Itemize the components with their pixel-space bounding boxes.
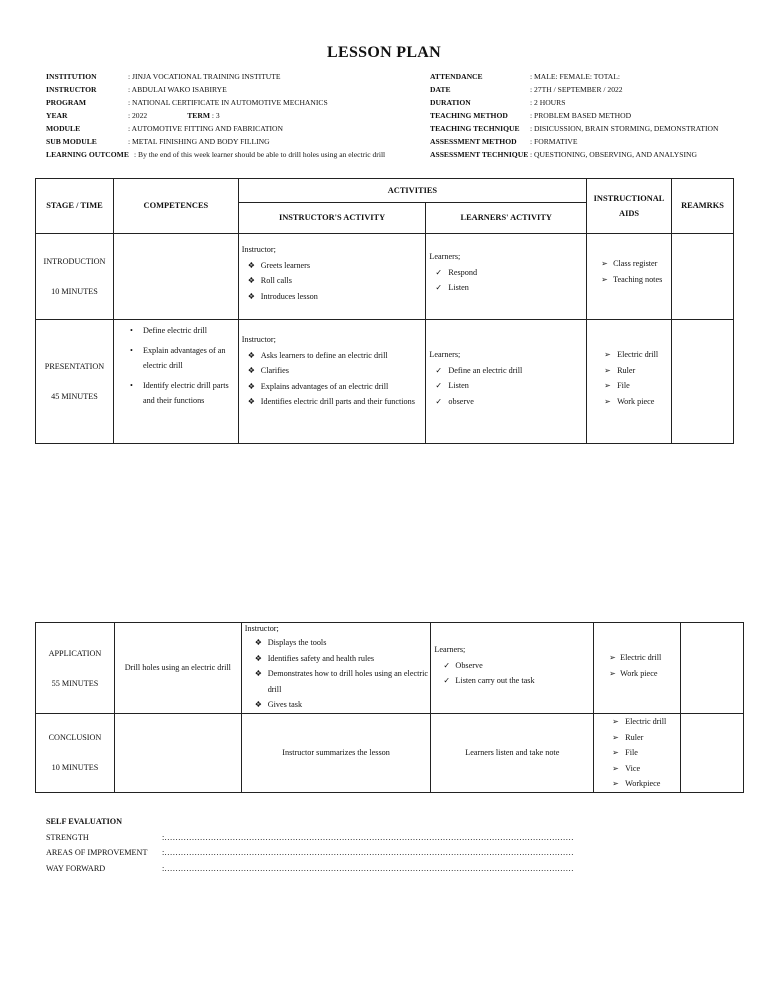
check-icon: ✓ — [435, 365, 443, 375]
meta-year — [46, 109, 426, 122]
meta-duration — [430, 96, 760, 109]
instructor-activity-cell — [238, 320, 426, 444]
instructor-activity-cell — [241, 623, 431, 714]
stage-time: 55 MINUTES — [51, 678, 99, 688]
diamond-bullet-icon: ❖ — [247, 260, 255, 270]
self-evaluation-line: :…………………………………………………………………………………………………………………………………… — [162, 863, 574, 873]
instructor-activity-cell — [238, 234, 426, 320]
meta-label: INSTRUCTOR — [46, 85, 97, 94]
meta-value: : QUESTIONING, OBSERVING, AND ANALYSING — [530, 150, 697, 159]
list-item: ✓ Listen — [426, 280, 586, 296]
list-item: ✓ observe — [426, 394, 586, 410]
aids-cell — [587, 234, 672, 320]
competence-text: Drill holes using an electric drill — [124, 663, 231, 673]
list-item: ✓ Listen — [426, 378, 586, 394]
header-remarks: REAMRKS — [672, 179, 734, 234]
stage-cell — [36, 234, 114, 320]
diamond-bullet-icon: ❖ — [247, 291, 255, 301]
row-application — [36, 623, 744, 714]
remarks-cell — [672, 234, 734, 320]
check-icon: ✓ — [435, 396, 443, 406]
meta-value: : AUTOMOTIVE FITTING AND FABRICATION — [128, 124, 283, 133]
arrow-bullet-icon: ➢ — [612, 748, 619, 757]
stage-cell — [36, 714, 115, 793]
header-competences: COMPETENCES — [113, 179, 238, 234]
diamond-bullet-icon: ❖ — [247, 397, 255, 406]
diamond-bullet-icon: ❖ — [247, 366, 255, 375]
meta-label: DATE — [430, 85, 451, 94]
meta-label: INSTITUTION — [46, 72, 97, 81]
diamond-bullet-icon: ❖ — [247, 276, 255, 285]
check-icon: ✓ — [443, 660, 451, 670]
page-title: LESSON PLAN — [327, 44, 441, 61]
list-item: ➢ Teaching notes — [587, 272, 671, 288]
self-evaluation-label: AREAS OF IMPROVEMENT — [46, 848, 148, 857]
list-item: ➢ Electric drill — [587, 347, 671, 363]
list-item: ❖ Identifies electric drill parts and their functions — [239, 394, 426, 410]
list-item: ➢ Ruler — [587, 363, 671, 379]
list-item: • Identify electric drill parts and their functions — [114, 378, 238, 409]
arrow-bullet-icon: ➢ — [612, 763, 619, 773]
bullet-icon: • — [129, 326, 133, 335]
diamond-bullet-icon: ❖ — [247, 350, 255, 360]
learners-activity-cell — [431, 714, 594, 793]
check-icon: ✓ — [435, 381, 443, 390]
check-icon: ✓ — [435, 283, 443, 292]
diamond-bullet-icon: ❖ — [254, 653, 262, 663]
row-introduction — [36, 234, 734, 320]
arrow-bullet-icon: ➢ — [609, 668, 616, 678]
learners-heading: Learners; — [429, 252, 461, 261]
meta-label: SUB MODULE — [46, 137, 97, 146]
arrow-bullet-icon: ➢ — [609, 653, 616, 662]
arrow-bullet-icon: ➢ — [604, 365, 611, 375]
arrow-bullet-icon: ➢ — [612, 717, 619, 726]
competences-cell — [114, 623, 241, 714]
meta-value: : METAL FINISHING AND BODY FILLING — [128, 137, 270, 146]
meta-assessment-technique — [430, 148, 760, 161]
list-item: ❖ Introduces lesson — [239, 289, 426, 305]
list-item: ✓ Observe — [431, 658, 593, 674]
meta-value: : PROBLEM BASED METHOD — [530, 111, 632, 120]
aids-cell — [594, 623, 681, 714]
self-evaluation-label: STRENGTH — [46, 832, 89, 842]
self-evaluation-line: :…………………………………………………………………………………………………………………………………… — [162, 848, 574, 857]
list-item: ➢ Electric drill — [594, 714, 680, 730]
arrow-bullet-icon: ➢ — [604, 350, 611, 359]
learners-heading: Learners; — [429, 350, 461, 359]
meta-label: LEARNING OUTCOME — [46, 150, 129, 159]
meta-assessment-method — [430, 135, 760, 148]
self-evaluation-line: :…………………………………………………………………………………………………………………………………… — [162, 832, 574, 842]
list-item: ➢ File — [587, 378, 671, 394]
meta-label: MODULE — [46, 124, 81, 133]
list-item: ➢ Vice — [594, 761, 680, 777]
meta-right — [430, 70, 760, 161]
term-value: : 3 — [211, 111, 220, 120]
diamond-bullet-icon: ❖ — [254, 638, 262, 647]
meta-label: PROGRAM — [46, 98, 87, 107]
list-item: ✓ Define an electric drill — [426, 363, 586, 379]
meta-attendance — [430, 70, 760, 83]
stage-name: PRESENTATION — [44, 362, 105, 371]
self-evaluation — [46, 814, 574, 876]
meta-teaching-method — [430, 109, 760, 122]
meta-value: : 2 HOURS — [530, 98, 566, 107]
header-instructor-activity: INSTRUCTOR'S ACTIVITY — [238, 203, 426, 234]
meta-value: : 27TH / SEPTEMBER / 2022 — [530, 85, 623, 94]
aids-cell — [594, 714, 681, 793]
remarks-cell — [681, 714, 744, 793]
list-item: ❖ Displays the tools — [242, 635, 431, 651]
meta-label: YEAR — [46, 111, 68, 120]
list-item: ❖ Gives task — [242, 697, 431, 713]
meta-value: : 2022 — [128, 111, 148, 120]
remarks-cell — [681, 623, 744, 714]
meta-label: ATTENDANCE — [430, 72, 483, 81]
meta-sub-module — [46, 135, 426, 148]
list-item: ➢ Ruler — [594, 730, 680, 746]
meta-label: TEACHING METHOD — [430, 111, 508, 120]
arrow-bullet-icon: ➢ — [601, 259, 608, 268]
list-item: ➢ Electric drill — [594, 650, 680, 666]
meta-value: : NATIONAL CERTIFICATE IN AUTOMOTIVE MECHANICS — [128, 98, 328, 107]
arrow-bullet-icon: ➢ — [604, 396, 611, 406]
self-evaluation-strength — [46, 830, 574, 846]
stage-time: 45 MINUTES — [51, 392, 98, 401]
learners-activity-cell — [426, 234, 587, 320]
meta-label: TEACHING TECHNIQUE — [430, 124, 520, 133]
learners-activity-cell — [426, 320, 587, 444]
meta-date — [430, 83, 760, 96]
instructor-heading: Instructor; — [241, 335, 276, 344]
stage-time: 10 MINUTES — [51, 287, 98, 296]
list-item: ➢ File — [594, 745, 680, 761]
bullet-icon: • — [129, 345, 133, 355]
meta-instructor — [46, 83, 426, 96]
instructor-activity-cell — [241, 714, 431, 793]
list-item: • Explain advantages of an electric drill — [114, 343, 238, 374]
meta-value: : ABDULAI WAKO ISABIRYE — [128, 85, 227, 94]
self-evaluation-label: WAY FORWARD — [46, 863, 106, 873]
diamond-bullet-icon: ❖ — [254, 669, 262, 678]
meta-value: : FORMATIVE — [530, 137, 578, 146]
aids-cell — [587, 320, 672, 444]
row-conclusion — [36, 714, 744, 793]
meta-program — [46, 96, 426, 109]
arrow-bullet-icon: ➢ — [612, 779, 619, 788]
header-activities: ACTIVITIES — [238, 179, 586, 203]
stage-cell — [36, 623, 115, 714]
bullet-icon: • — [129, 380, 133, 390]
list-item: ❖ Greets learners — [239, 258, 426, 274]
stage-time: 10 MINUTES — [51, 763, 99, 773]
check-icon: ✓ — [443, 676, 451, 685]
list-item: ❖ Identifies safety and health rules — [242, 651, 431, 667]
instructor-heading: Instructor; — [241, 245, 276, 254]
diamond-bullet-icon: ❖ — [254, 700, 262, 709]
list-item: ❖ Clarifies — [239, 363, 426, 379]
meta-term — [187, 109, 220, 122]
remarks-cell — [672, 320, 734, 444]
self-evaluation-improvement — [46, 845, 574, 861]
meta-value: : By the end of this week learner should be able to drill holes using an electric drill — [134, 150, 386, 159]
lesson-table-part-2 — [35, 622, 744, 793]
list-item: ➢ Workpiece — [594, 776, 680, 792]
stage-name: INTRODUCTION — [43, 257, 106, 266]
arrow-bullet-icon: ➢ — [601, 274, 608, 284]
header-aids: INSTRUCTIONAL AIDS — [587, 179, 672, 234]
list-item: ✓ Respond — [426, 265, 586, 281]
self-evaluation-title: SELF EVALUATION — [46, 817, 123, 826]
check-icon: ✓ — [435, 267, 443, 277]
meta-institution — [46, 70, 426, 83]
arrow-bullet-icon: ➢ — [604, 381, 611, 390]
stage-name: APPLICATION — [48, 648, 102, 658]
meta-value: : DISICUSSION, BRAIN STORMING, DEMONSTRATION — [530, 124, 719, 133]
stage-name: CONCLUSION — [48, 733, 102, 743]
competences-cell — [113, 234, 238, 320]
list-item: ✓ Listen carry out the task — [431, 673, 593, 689]
competences-cell — [114, 714, 241, 793]
learners-activity-text: Learners listen and take note — [465, 748, 560, 757]
list-item: ➢ Class register — [587, 256, 671, 272]
list-item: ❖ Explains advantages of an electric drill — [239, 379, 426, 395]
diamond-bullet-icon: ❖ — [247, 381, 255, 391]
term-label: TERM — [187, 111, 210, 120]
self-evaluation-way-forward — [46, 861, 574, 877]
list-item: • Define electric drill — [114, 323, 238, 339]
stage-cell — [36, 320, 114, 444]
learners-activity-cell — [431, 623, 594, 714]
header-stage: STAGE / TIME — [36, 179, 114, 234]
header-learners-activity: LEARNERS' ACTIVITY — [426, 203, 587, 234]
arrow-bullet-icon: ➢ — [612, 732, 619, 742]
meta-label: ASSESSMENT TECHNIQUE — [430, 150, 529, 159]
list-item: ➢ Work piece — [594, 666, 680, 682]
meta-learning-outcome — [46, 148, 426, 161]
learners-heading: Learners; — [434, 645, 466, 654]
instructor-activity-text: Instructor summarizes the lesson — [282, 748, 390, 757]
list-item: ➢ Work piece — [587, 394, 671, 410]
meta-value: : JINJA VOCATIONAL TRAINING INSTITUTE — [128, 72, 281, 81]
instructor-heading: Instructor; — [244, 624, 279, 633]
row-presentation — [36, 320, 734, 444]
competences-cell — [113, 320, 238, 444]
list-item: ❖ Roll calls — [239, 273, 426, 289]
meta-label: ASSESSMENT METHOD — [430, 137, 517, 146]
meta-module — [46, 122, 426, 135]
meta-label: DURATION — [430, 98, 471, 107]
list-item: ❖ Demonstrates how to drill holes using an electric drill — [242, 666, 431, 697]
meta-value: : MALE: FEMALE: TOTAL: — [530, 72, 621, 81]
meta-teaching-technique — [430, 122, 760, 135]
meta-left — [46, 70, 426, 161]
lesson-table-part-1 — [35, 178, 734, 444]
list-item: ❖ Asks learners to define an electric drill — [239, 348, 426, 364]
